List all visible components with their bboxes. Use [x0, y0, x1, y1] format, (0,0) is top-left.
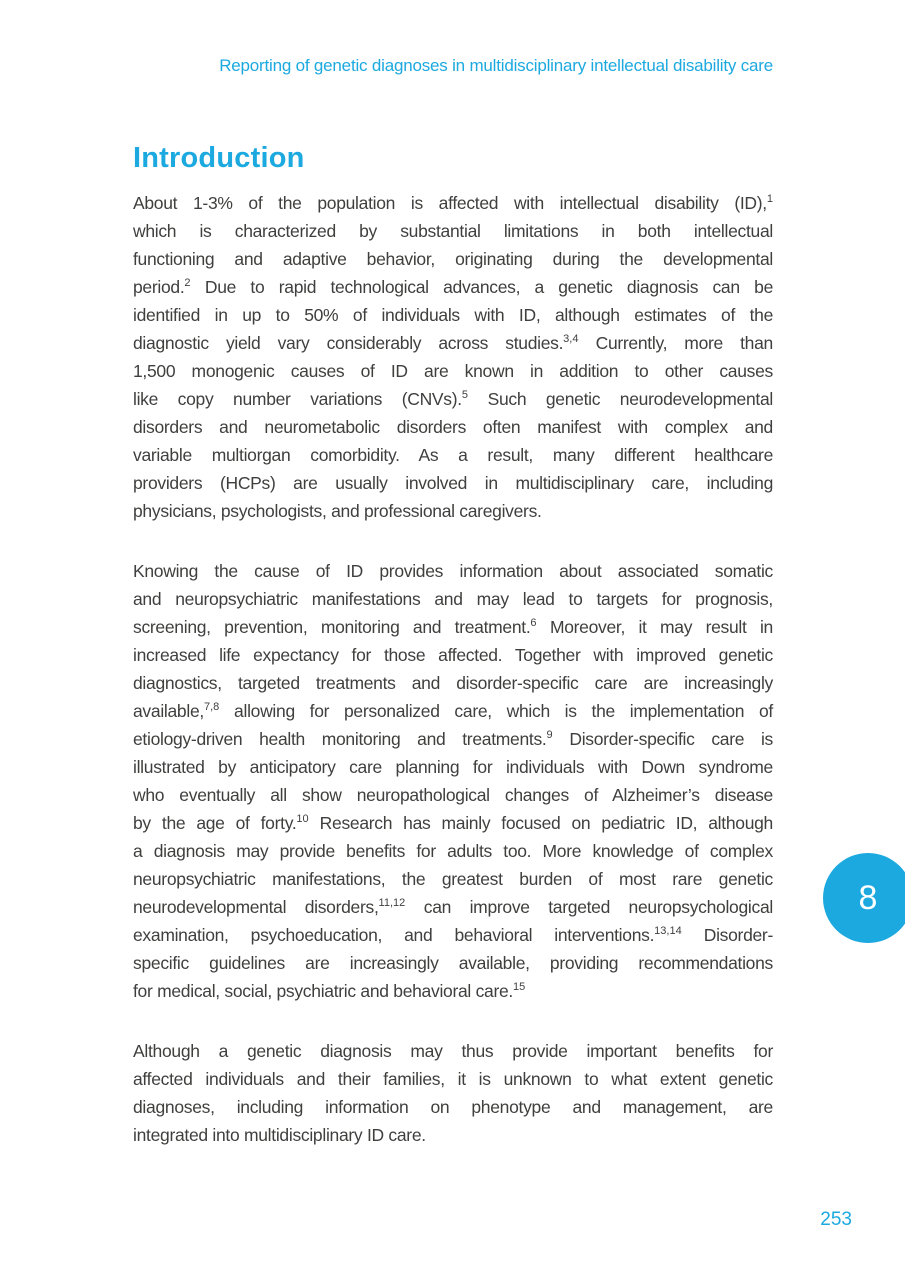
text-line: disorders and neurometabolic disorders often manifest with complex and	[133, 417, 773, 437]
text-line: and neuropsychiatric manifestations and may lead to targets for prognosis,	[133, 589, 773, 609]
citation-ref: 10	[296, 813, 309, 826]
text-line: screening, prevention, monitoring and treatment.$^6$ Moreover, it may result in	[133, 617, 773, 637]
text-line: which is characterized by substantial limitations in both intellectual	[133, 221, 773, 241]
text-line: functioning and adaptive behavior, originating during the developmental	[133, 249, 773, 269]
text-line: like copy number variations (CNVs).$^5$ Such genetic neurodevelopmental	[133, 389, 773, 409]
text-line: diagnoses, including information on phenotype and management, are	[133, 1097, 773, 1117]
text-line: diagnostic yield vary considerably across studies.$^{3,4}$ Currently, more than	[133, 333, 773, 353]
paragraph	[133, 1037, 773, 1149]
text-line: etiology-driven health monitoring and treatments.$^9$ Disorder-specific care is	[133, 729, 773, 749]
running-head: Reporting of genetic diagnoses in multidisciplinary intellectual disability care	[219, 56, 773, 75]
text-line: for medical, social, psychiatric and behavioral care.$^{15}$	[133, 981, 526, 1001]
page-number: 253	[820, 1209, 852, 1230]
text-line: affected individuals and their families, it is unknown to what extent genetic	[133, 1069, 773, 1089]
citation-ref: 3,4	[563, 333, 579, 346]
chapter-tab	[823, 853, 905, 943]
text-line: increased life expectancy for those affected. Together with improved genetic	[133, 645, 773, 665]
text-line: 1,500 monogenic causes of ID are known in addition to other causes	[133, 361, 773, 381]
citation-ref: 11,12	[378, 897, 406, 910]
text-line: who eventually all show neuropathological changes of Alzheimer’s disease	[133, 785, 773, 805]
section-title: Introduction	[133, 142, 305, 175]
text-line: neuropsychiatric manifestations, the greatest burden of most rare genetic	[133, 869, 773, 889]
text-line: Although a genetic diagnosis may thus provide important benefits for	[133, 1041, 773, 1061]
paragraph	[133, 189, 773, 525]
citation-ref: 13,14	[654, 925, 682, 938]
text-line: available,$^{7,8}$ allowing for personalized care, which is the implementation of	[133, 701, 773, 721]
text-line: integrated into multidisciplinary ID care.	[133, 1125, 426, 1145]
citation-ref: 7,8	[203, 701, 220, 714]
text-line: neurodevelopmental disorders,$^{11,12}$ can improve targeted neuropsychological	[133, 897, 773, 917]
text-line: physicians, psychologists, and professional caregivers.	[133, 501, 542, 521]
text-line: identified in up to 50% of individuals with ID, although estimates of the	[133, 305, 773, 325]
paragraph	[133, 557, 773, 1005]
citation-ref: 15	[512, 981, 526, 994]
text-line: examination, psychoeducation, and behavioral interventions.$^{13,14}$ Disorder-	[133, 925, 773, 945]
chapter-number: 8	[858, 878, 878, 917]
text-line: About 1-3% of the population is affected with intellectual disability (ID),$^1$	[133, 193, 773, 213]
citation-ref: 9	[546, 729, 553, 742]
text-line: providers (HCPs) are usually involved in multidisciplinary care, including	[133, 473, 773, 493]
citation-ref: 6	[530, 617, 537, 630]
citation-ref: 1	[766, 193, 773, 206]
text-line: by the age of forty.$^{10}$ Research has mainly focused on pediatric ID, although	[133, 813, 773, 833]
text-line: Knowing the cause of ID provides information about associated somatic	[133, 561, 773, 581]
article-body	[133, 189, 773, 1181]
text-line: a diagnosis may provide benefits for adults too. More knowledge of complex	[133, 841, 773, 861]
citation-ref: 5	[461, 389, 468, 402]
text-line: variable multiorgan comorbidity. As a result, many different healthcare	[133, 445, 773, 465]
text-line: diagnostics, targeted treatments and disorder-specific care are increasingly	[133, 673, 773, 693]
citation-ref: 2	[184, 277, 191, 290]
text-line: period.$^2$ Due to rapid technological advances, a genetic diagnosis can be	[133, 277, 773, 297]
text-line: illustrated by anticipatory care planning for individuals with Down syndrome	[133, 757, 773, 777]
text-line: specific guidelines are increasingly available, providing recommendations	[133, 953, 773, 973]
